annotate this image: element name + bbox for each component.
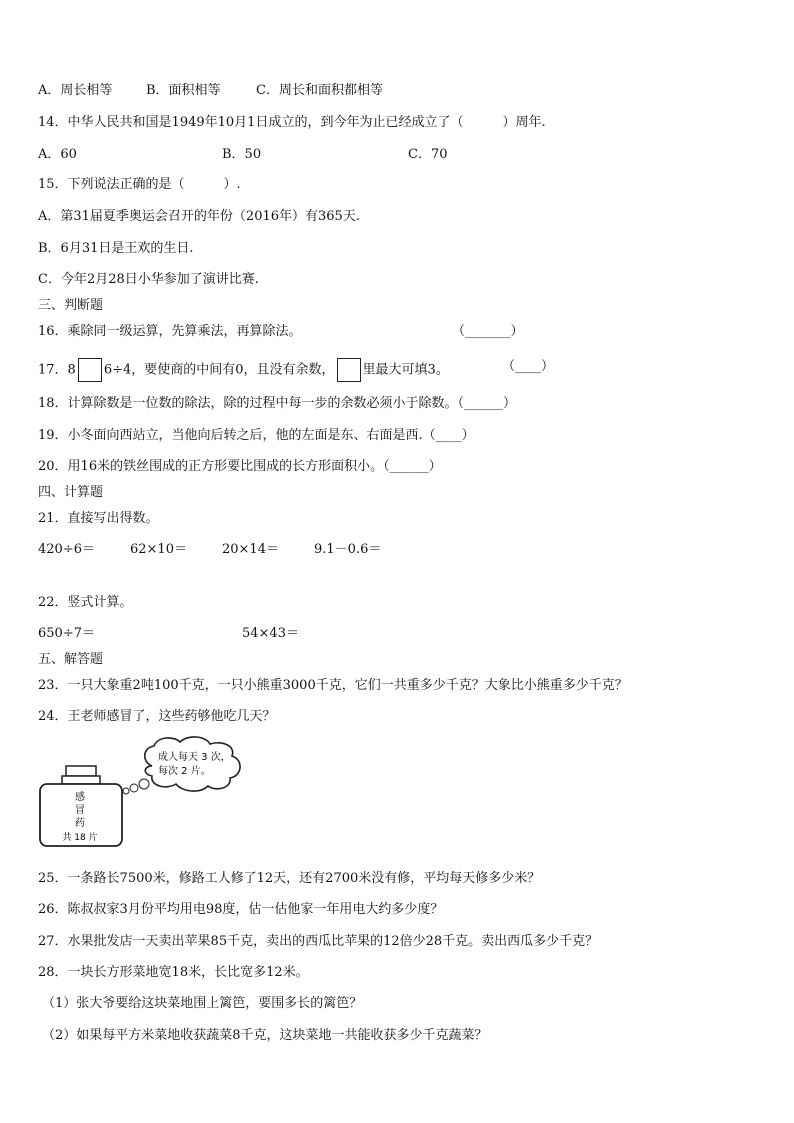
q19-text: 19．小冬面向西站立，当他向后转之后，他的左面是东、右面是西.（____） [38, 428, 475, 443]
q13-option-c: C．周长和面积都相等 [256, 83, 383, 98]
q26-text: 26．陈叔叔家3月份平均用电98度，估一估他家一年用电大约多少度？ [38, 902, 444, 917]
q16-text: 16．乘除同一级运算，先算乘法，再算除法。 [38, 324, 302, 339]
section-heading-calculation: 四、计算题 [38, 485, 104, 500]
q14-option-c: C．70 [408, 147, 448, 162]
thought-dot [123, 788, 129, 794]
q17-mid: 6÷4，要使商的中间有0，且没有余数， [103, 362, 335, 378]
q17-pre: 17．8 [38, 362, 76, 378]
section-heading-word-problems: 五、解答题 [38, 652, 104, 667]
q17-post: 里最大可填3。 [362, 362, 449, 378]
bottle-count: 共 18 片 [62, 833, 98, 843]
bottle-cap [66, 766, 96, 776]
q17-text [38, 358, 449, 382]
q21-text: 21．直接写出得数。 [38, 511, 159, 526]
q24-text: 24．王老师感冒了，这些药够他吃几天？ [38, 709, 276, 724]
q21-item: 420÷6＝ [38, 542, 95, 557]
speech-cloud [145, 737, 240, 791]
q28-text: 28．一块长方形菜地宽18米，长比宽多12米。 [38, 965, 309, 980]
q28-subquestion-2: （2）如果每平方米菜地收获蔬菜8千克，这块菜地一共能收获多少千克蔬菜？ [42, 1028, 488, 1043]
q17-digit-box[interactable] [78, 358, 102, 382]
q17-digit-box-reference [337, 358, 361, 382]
thought-dot [130, 784, 138, 792]
q22-text: 22．竖式计算。 [38, 595, 133, 610]
q17-answer-blank[interactable]: （____） [502, 359, 555, 374]
q15-option-a: A．第31届夏季奥运会召开的年份（2016年）有365天. [38, 209, 360, 224]
bottle-label-char: 药 [75, 818, 85, 829]
q22-item: 650÷7＝ [38, 626, 95, 641]
q22-item: 54×43＝ [242, 626, 299, 641]
bottle-label-char: 冒 [75, 805, 85, 816]
q23-text: 23．一只大象重2吨100千克，一只小熊重3000千克，它们一共重多少千克？大象比小熊重多少千克？ [38, 678, 628, 693]
q20-text: 20．用16米的铁丝围成的正方形要比围成的长方形面积小。（______） [38, 459, 442, 474]
bottle-label-char: 感 [75, 792, 85, 803]
bottle-neck [62, 776, 100, 784]
q21-item: 9.1－0.6＝ [314, 542, 382, 557]
section-heading-judgement: 三、判断题 [38, 298, 104, 313]
q14-text: 14．中华人民共和国是1949年10月1日成立的，到今年为止已经成立了（ ）周年. [38, 115, 546, 130]
q21-item: 20×14＝ [222, 542, 279, 557]
q14-option-b: B．50 [222, 147, 262, 162]
q14-option-a: A．60 [38, 147, 77, 162]
q15-text: 15．下列说法正确的是（ ）. [38, 177, 241, 192]
q13-option-a: A．周长相等 [38, 83, 113, 98]
medicine-illustration [34, 736, 264, 848]
cloud-text-line: 成人每天 3 次， [158, 752, 231, 763]
q28-subquestion-1: （1）张大爷要给这块菜地围上篱笆，要围多长的篱笆？ [42, 996, 363, 1011]
q15-option-b: B．6月31日是王欢的生日. [38, 241, 194, 256]
q16-answer-blank[interactable]: （_______） [452, 324, 524, 339]
cloud-text-line: 每次 2 片。 [158, 766, 211, 777]
q15-option-c: C．今年2月28日小华参加了演讲比赛. [38, 272, 259, 287]
q21-item: 62×10＝ [130, 542, 187, 557]
q18-text: 18．计算除数是一位数的除法，除的过程中每一步的余数必须小于除数。（______） [38, 396, 517, 411]
q13-option-b: B．面积相等 [146, 83, 221, 98]
thought-dot [139, 779, 149, 789]
q27-text: 27．水果批发店一天卖出苹果85千克，卖出的西瓜比苹果的12倍少28千克。卖出西瓜多少千克？ [38, 934, 599, 949]
q25-text: 25．一条路长7500米，修路工人修了12天，还有2700米没有修，平均每天修多少米？ [38, 871, 541, 886]
